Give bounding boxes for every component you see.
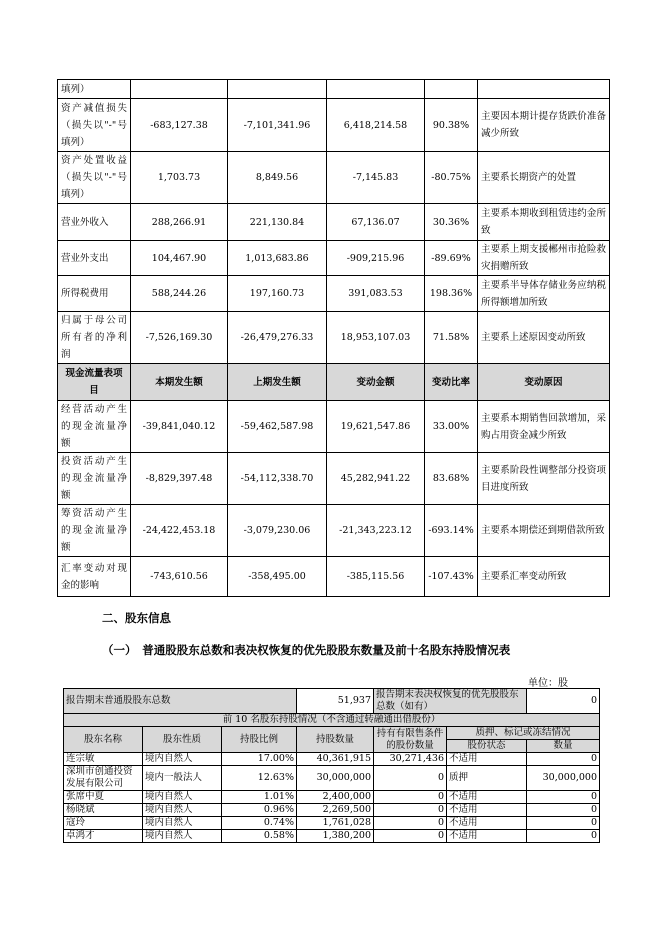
change-reason: 主要系阶段性调整部分投资项目进度所致 [478,453,610,505]
change-ratio: -107.43% [425,557,478,597]
table-row [58,505,610,557]
holder-restricted: 30,271,436 [374,753,447,766]
holder-name: 杨晓斌 [64,804,143,817]
table-row [58,152,610,204]
table-row [64,817,600,830]
change-value: 18,953,107.03 [327,312,425,364]
change-value: 391,083.53 [327,276,425,312]
holder-restricted: 0 [374,830,447,843]
change-value: -909,215.96 [327,241,425,276]
previous-value: -26,479,276.33 [228,312,327,364]
header-pledge-group: 质押、标记或冻结情况 [447,727,600,740]
header-reason: 变动原因 [478,364,610,401]
change-reason: 主要系本期销售回款增加，采购占用资金减少所致 [478,401,610,453]
pledge-qty: 0 [527,830,600,843]
top10-title: 前 10 名股东持股情况（不含通过转融通出借股份） [64,714,600,727]
holder-nature: 境内自然人 [143,817,222,830]
table-row [64,753,600,766]
holder-ratio: 17.00% [222,753,297,766]
header-change: 变动金额 [327,364,425,401]
previous-value: -3,079,230.06 [228,505,327,557]
pledge-status: 不适用 [447,830,527,843]
holder-ratio: 0.74% [222,817,297,830]
shareholder-table [63,688,600,843]
holder-restricted: 0 [374,791,447,804]
header-pledge-status: 股份状态 [447,740,527,753]
top10-title-row [64,714,600,727]
change-reason: 主要系上期支援郴州市抢险救灾捐赠所致 [478,241,610,276]
table-row [58,557,610,597]
current-value: -8,829,397.48 [131,453,228,505]
current-value: -743,610.56 [131,557,228,597]
table-row [64,804,600,817]
change-value: 19,621,547.86 [327,401,425,453]
change-ratio: 33.00% [425,401,478,453]
previous-value: 197,160.73 [228,276,327,312]
holder-restricted: 0 [374,804,447,817]
pledge-qty: 0 [527,804,600,817]
change-ratio: 83.68% [425,453,478,505]
change-reason: 主要系本期收到租赁违约金所致 [478,204,610,241]
row-label: 归属于母公司 所有者的净利 润 [58,312,131,364]
change-ratio: 90.38% [425,99,478,152]
holder-name: 卓鸿才 [64,830,143,843]
header-name: 股东名称 [64,727,143,753]
table-row [58,453,610,505]
change-ratio: 198.36% [425,276,478,312]
holder-ratio: 0.96% [222,804,297,817]
holder-shares: 30,000,000 [297,766,374,791]
row-label: 填列） [58,80,131,99]
change-ratio: -693.14% [425,505,478,557]
change-reason: 主要系半导体存储业务应纳税所得额增加所致 [478,276,610,312]
header-shares: 持股数量 [297,727,374,753]
pledge-qty: 30,000,000 [527,766,600,791]
pledge-status: 不适用 [447,791,527,804]
current-value: -683,127.38 [131,99,228,152]
holder-restricted: 0 [374,766,447,791]
pledge-status: 不适用 [447,753,527,766]
header-ratio: 变动比率 [425,364,478,401]
subsection-title: （一） 普通股股东总数和表决权恢复的优先股股东数量及前十名股东持股情况表 [102,643,511,657]
holder-ratio: 0.58% [222,830,297,843]
current-value: 104,467.90 [131,241,228,276]
row-label: 营业外支出 [58,241,131,276]
header-nature: 股东性质 [143,727,222,753]
cashflow-header-row [58,364,610,401]
current-value: -39,841,040.12 [131,401,228,453]
holder-nature: 境内自然人 [143,753,222,766]
section-title: 二、股东信息 [102,611,171,625]
holder-shares: 1,761,028 [297,817,374,830]
current-value: -24,422,453.18 [131,505,228,557]
pledge-status: 不适用 [447,817,527,830]
header-pledge-qty: 数量 [527,740,600,753]
change-reason: 主要系长期资产的处置 [478,152,610,204]
table-row [58,80,610,99]
table-row [58,99,610,152]
current-value: 1,703.73 [131,152,228,204]
profit-cash-change-table [57,79,610,597]
table-row [58,276,610,312]
change-reason: 主要系汇率变动所致 [478,557,610,597]
pledge-qty: 0 [527,817,600,830]
holder-name: 寇玲 [64,817,143,830]
change-value: 67,136.07 [327,204,425,241]
row-label: 营业外收入 [58,204,131,241]
previous-value: -7,101,341.96 [228,99,327,152]
current-value: -7,526,169.30 [131,312,228,364]
holder-name: 连宗敏 [64,753,143,766]
table-row [64,791,600,804]
table-row [58,204,610,241]
row-label: 经营活动产生 的现金流量净 额 [58,401,131,453]
holder-name: 深圳市创通投资发展有限公司 [64,766,143,791]
previous-value: 1,013,683.86 [228,241,327,276]
pledge-qty: 0 [527,791,600,804]
change-ratio: -89.69% [425,241,478,276]
change-ratio: 30.36% [425,204,478,241]
unit-label: 单位：股 [528,678,568,689]
change-ratio: 71.58% [425,312,478,364]
holder-shares: 1,380,200 [297,830,374,843]
pledge-qty: 0 [527,753,600,766]
current-value: 588,244.26 [131,276,228,312]
row-label: 资产处置收益 （损失以"-"号 填列） [58,152,131,204]
change-value: 45,282,941.22 [327,453,425,505]
row-label: 所得税费用 [58,276,131,312]
previous-value: -358,495.00 [228,557,327,597]
change-value: -7,145.83 [327,152,425,204]
table-row [64,766,600,791]
change-reason: 主要系上述原因变动所致 [478,312,610,364]
change-value: 6,418,214.58 [327,99,425,152]
holder-nature: 境内自然人 [143,830,222,843]
holder-ratio: 1.01% [222,791,297,804]
holder-nature: 境内自然人 [143,804,222,817]
previous-value: 221,130.84 [228,204,327,241]
table-row [58,401,610,453]
pledge-status: 不适用 [447,804,527,817]
common-holders-label: 报告期末普通股股东总数 [64,689,297,714]
table-row [58,312,610,364]
header-item: 现金流量表项目 [58,364,131,401]
change-reason: 主要因本期计提存货跌价准备减少所致 [478,99,610,152]
header-ratio: 持股比例 [222,727,297,753]
change-value: -385,115.56 [327,557,425,597]
row-label: 投资活动产生 的现金流量净 额 [58,453,131,505]
header-restricted: 持有有限售条件的股份数量 [374,727,447,753]
header-row [64,727,600,740]
holder-shares: 40,361,915 [297,753,374,766]
common-holders-value: 51,937 [297,689,374,714]
holder-ratio: 12.63% [222,766,297,791]
holder-name: 张席中夏 [64,791,143,804]
pledge-status: 质押 [447,766,527,791]
table-row [58,241,610,276]
row-label: 资产减值损失 （损失以"-"号 填列） [58,99,131,152]
summary-row [64,689,600,714]
change-ratio: -80.75% [425,152,478,204]
previous-value: -54,112,338.70 [228,453,327,505]
holder-restricted: 0 [374,817,447,830]
row-label: 筹资活动产生 的现金流量净 额 [58,505,131,557]
previous-value: -59,462,587.98 [228,401,327,453]
previous-value: 8,849.56 [228,152,327,204]
preferred-holders-label: 报告期末表决权恢复的优先股股东总数（如有） [374,689,527,714]
header-previous: 上期发生额 [228,364,327,401]
holder-shares: 2,269,500 [297,804,374,817]
holder-shares: 2,400,000 [297,791,374,804]
current-value: 288,266.91 [131,204,228,241]
table-row [64,830,600,843]
holder-nature: 境内一般法人 [143,766,222,791]
row-label: 汇率变动对现 金的影响 [58,557,131,597]
holder-nature: 境内自然人 [143,791,222,804]
change-value: -21,343,223.12 [327,505,425,557]
header-current: 本期发生额 [131,364,228,401]
change-reason: 主要系本期偿还到期借款所致 [478,505,610,557]
preferred-holders-value: 0 [527,689,600,714]
